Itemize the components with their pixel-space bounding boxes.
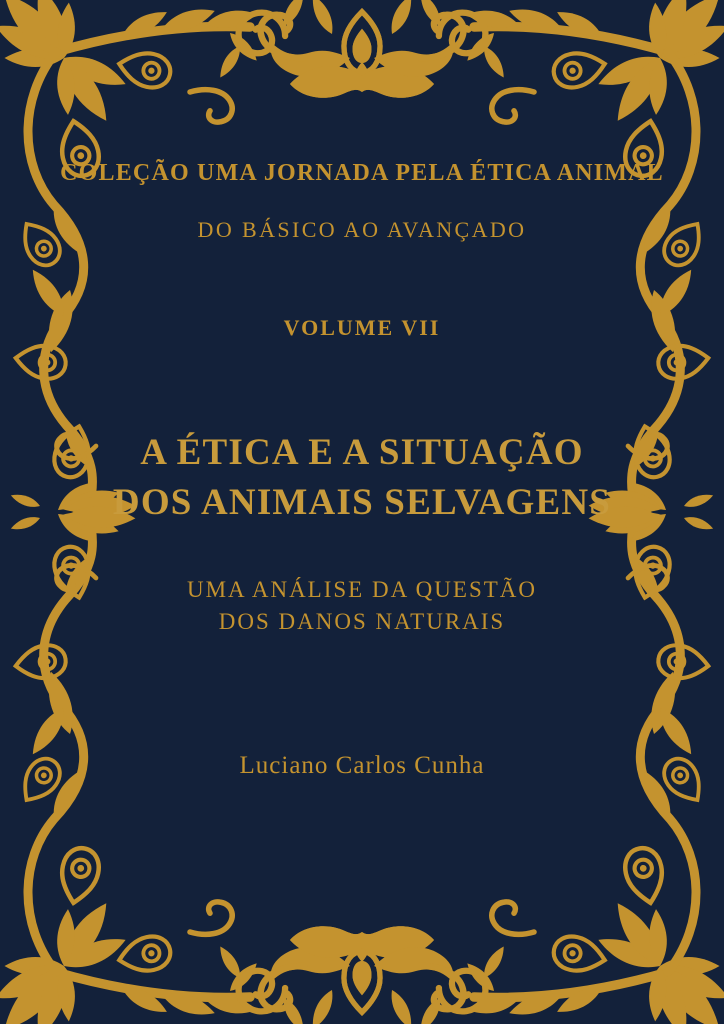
series-title: COLEÇÃO UMA JORNADA PELA ÉTICA ANIMAL <box>60 160 664 186</box>
book-subtitle-line2: DOS DANOS NATURAIS <box>218 609 506 634</box>
series-subtitle: DO BÁSICO AO AVANÇADO <box>197 217 527 242</box>
book-subtitle <box>0 574 724 638</box>
book-subtitle-line1: UMA ANÁLISE DA QUESTÃO <box>186 577 538 602</box>
book-title-line1: A ÉTICA E A SITUAÇÃO <box>140 432 584 473</box>
volume-label: VOLUME VII <box>283 315 441 340</box>
author-name: Luciano Carlos Cunha <box>239 752 485 779</box>
book-title <box>0 428 724 528</box>
book-title-line2: DOS ANIMAIS SELVAGENS <box>112 482 612 523</box>
